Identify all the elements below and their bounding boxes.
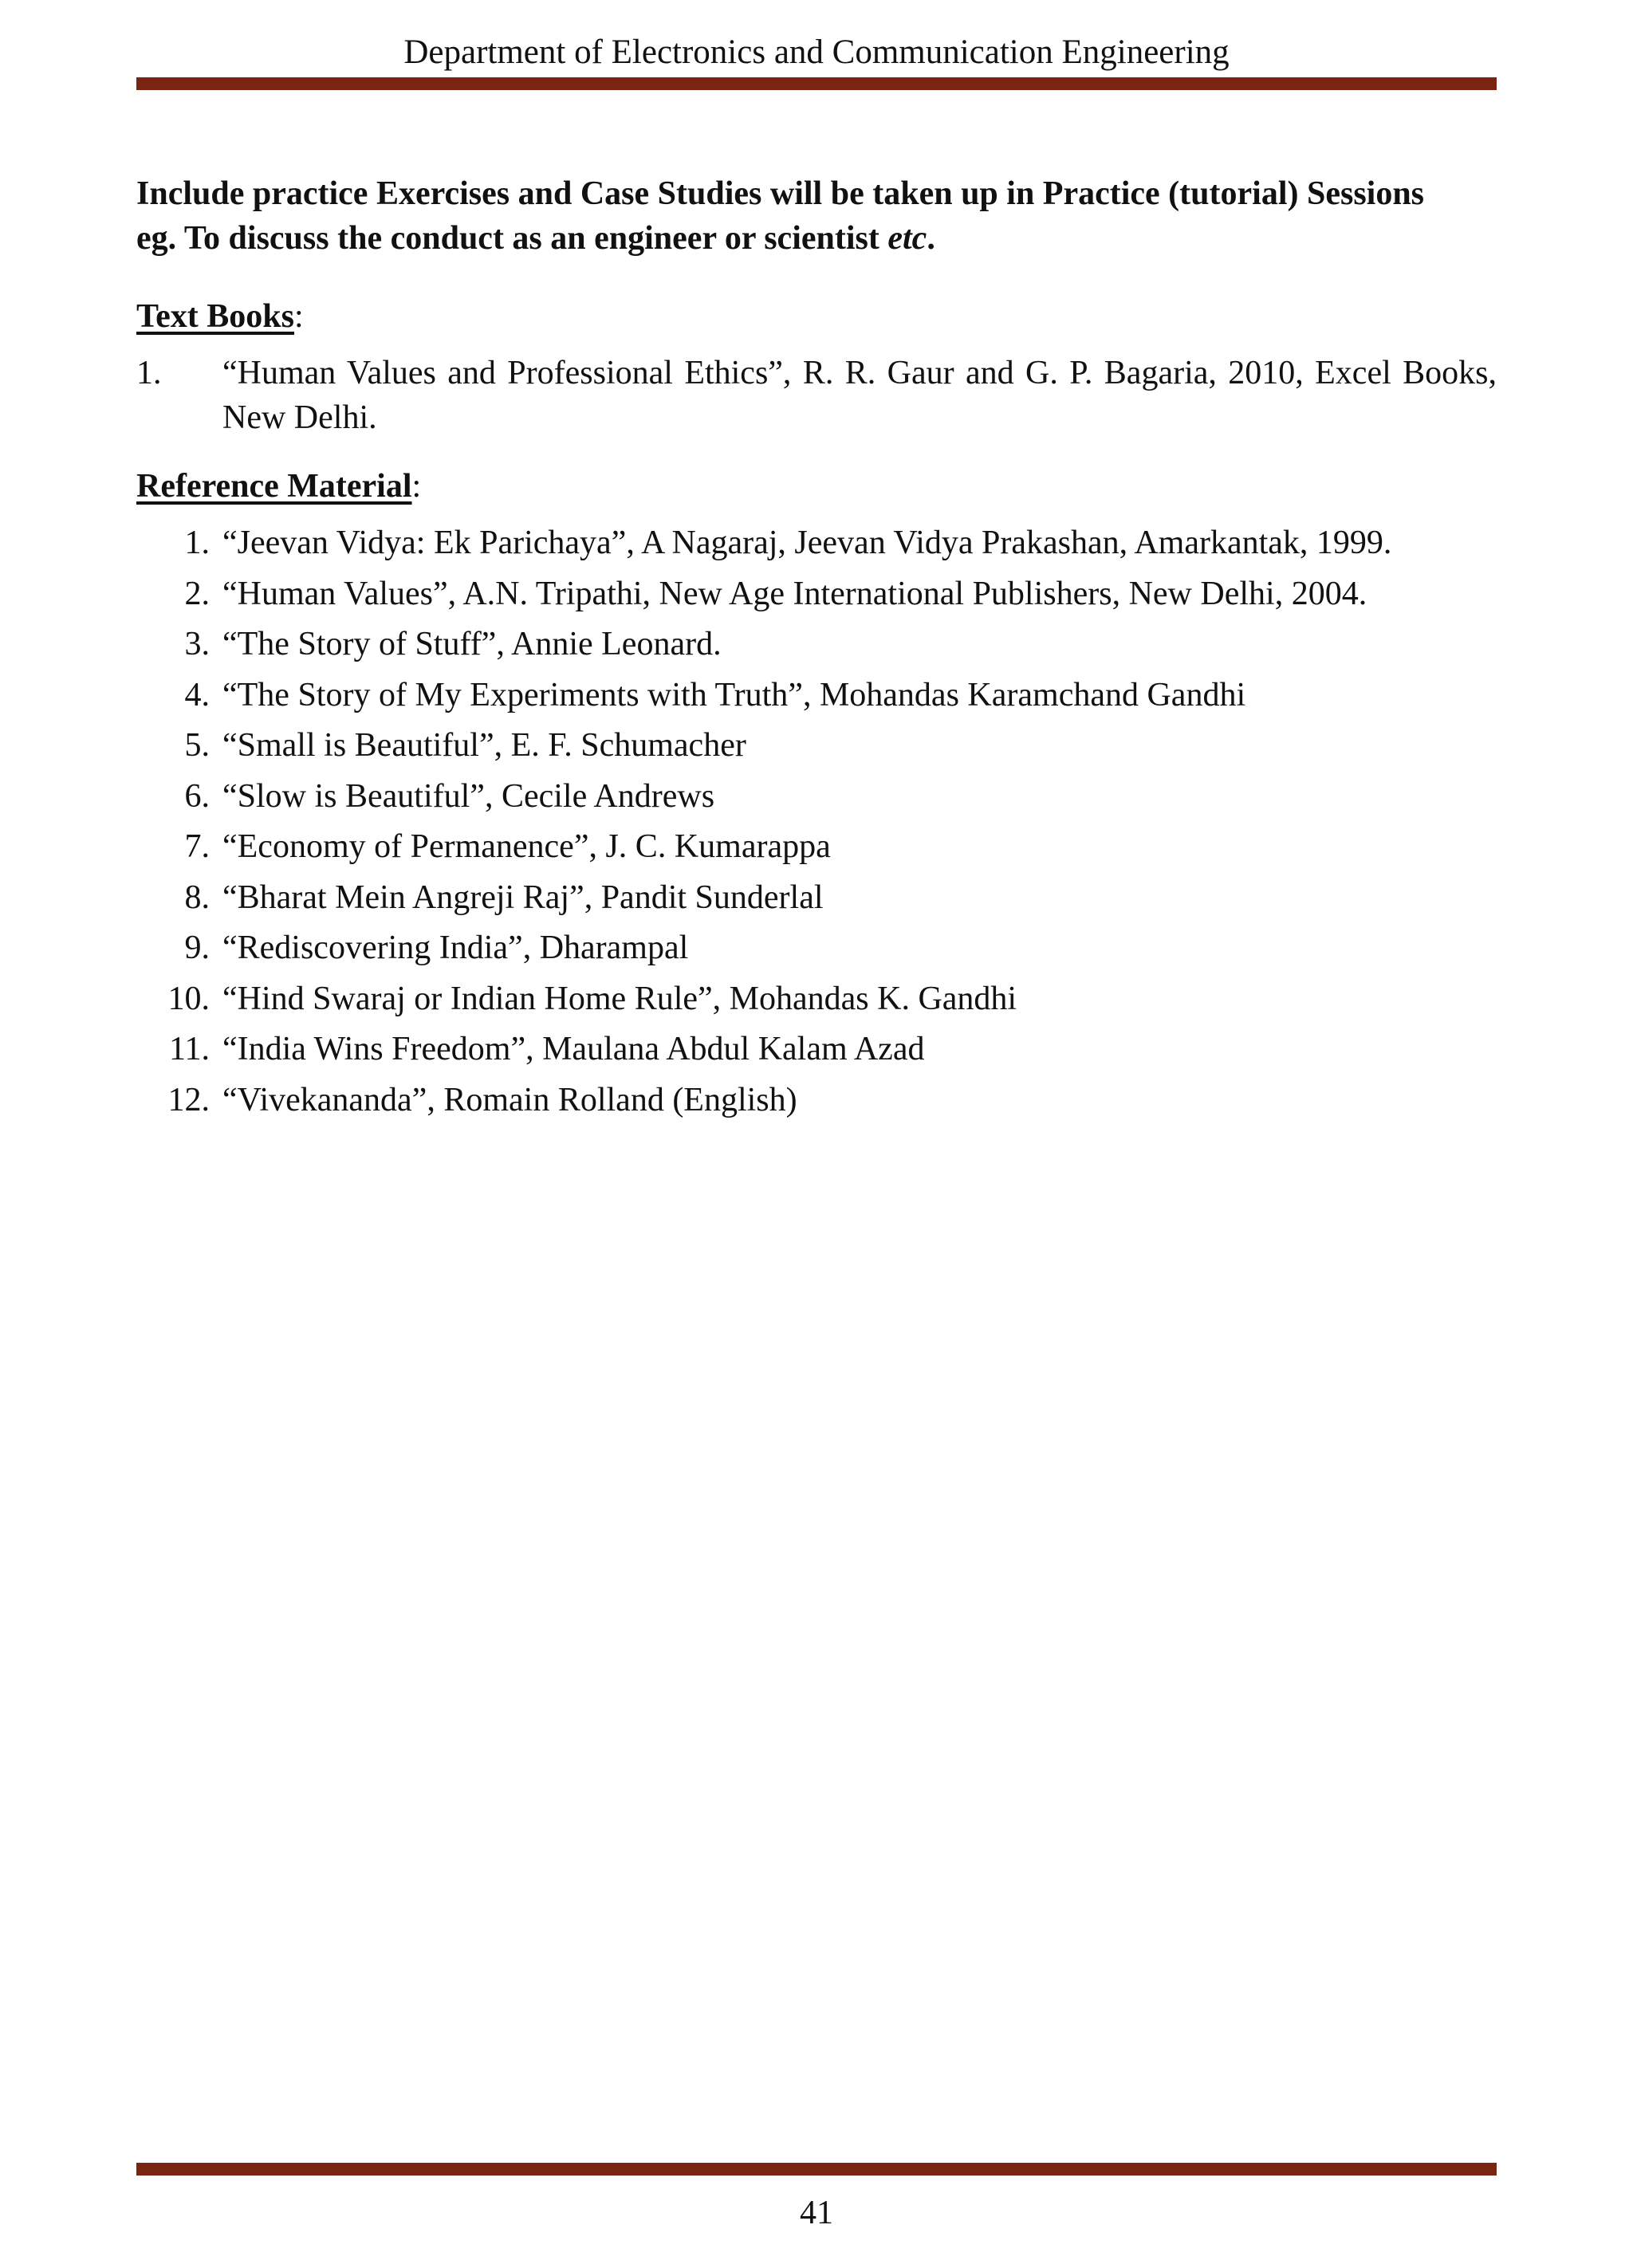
intro-line-2-prefix: eg. To discuss the conduct as an engineer or scientist xyxy=(136,220,888,257)
header-rule xyxy=(136,77,1497,90)
intro-line-2 xyxy=(136,216,1497,261)
list-item xyxy=(136,521,1497,572)
list-item-text: “Hind Swaraj or Indian Home Rule”, Mohandas K. Gandhi xyxy=(222,980,1017,1017)
list-item xyxy=(136,824,1497,875)
list-item-text: “Human Values”, A.N. Tripathi, New Age International Publishers, New Delhi, 2004. xyxy=(222,575,1367,612)
list-item xyxy=(136,774,1497,825)
list-item-number: 5. xyxy=(184,727,210,764)
list-item-text: “Bharat Mein Angreji Raj”, Pandit Sunderlal xyxy=(222,879,824,916)
list-item-text: “India Wins Freedom”, Maulana Abdul Kalam Azad xyxy=(222,1031,925,1067)
list-item-text: “Vivekananda”, Romain Rolland (English) xyxy=(222,1081,797,1118)
intro-line-1: Include practice Exercises and Case Studies will be taken up in Practice (tutorial) Sessions xyxy=(136,175,1425,212)
list-item-text: “Human Values and Professional Ethics”, R. R. Gaur and G. P. Bagaria, 2010, Excel Books, New Delhi. xyxy=(222,355,1497,436)
practice-sessions-note xyxy=(136,171,1497,261)
list-item xyxy=(136,926,1497,977)
list-item-number: 7. xyxy=(184,828,210,865)
text-books-list xyxy=(136,351,1497,440)
page-number: 41 xyxy=(800,2195,833,2231)
list-item-number: 12. xyxy=(167,1081,210,1118)
list-item-number: 8. xyxy=(184,879,210,916)
list-item xyxy=(136,1027,1497,1078)
page-header-title: Department of Electronics and Communication Engineering xyxy=(403,33,1230,71)
text-books-heading xyxy=(136,294,304,339)
list-item xyxy=(136,875,1497,926)
list-item xyxy=(136,723,1497,774)
reference-material-heading-colon: : xyxy=(411,468,422,505)
text-books-heading-colon: : xyxy=(294,298,304,335)
list-item-number: 6. xyxy=(184,777,210,815)
list-item-text: “The Story of My Experiments with Truth”, Mohandas Karamchand Gandhi xyxy=(222,676,1246,713)
text-books-heading-label: Text Books xyxy=(136,298,295,335)
list-item-text: “Economy of Permanence”, J. C. Kumarappa xyxy=(222,828,831,865)
intro-line-2-suffix: . xyxy=(927,220,935,257)
list-item xyxy=(136,977,1497,1028)
reference-material-list xyxy=(136,521,1497,1128)
list-item-text: “Jeevan Vidya: Ek Parichaya”, A Nagaraj, Jeevan Vidya Prakashan, Amarkantak, 1999. xyxy=(222,525,1392,561)
footer-rule xyxy=(136,2163,1497,2176)
list-item xyxy=(136,622,1497,673)
list-item-number: 10. xyxy=(167,980,210,1017)
list-item xyxy=(136,351,1497,440)
list-item-number: 9. xyxy=(184,930,210,966)
list-item-number: 1. xyxy=(136,355,162,391)
list-item-number: 11. xyxy=(169,1031,210,1067)
list-item-number: 2. xyxy=(184,575,210,612)
list-item-number: 1. xyxy=(184,525,210,561)
list-item xyxy=(136,1078,1497,1129)
list-item xyxy=(136,572,1497,623)
list-item-text: “Rediscovering India”, Dharampal xyxy=(222,930,689,966)
list-item-text: “Slow is Beautiful”, Cecile Andrews xyxy=(222,777,715,815)
list-item-number: 3. xyxy=(184,626,210,662)
reference-material-heading xyxy=(136,464,421,509)
list-item xyxy=(136,673,1497,724)
list-item-text: “Small is Beautiful”, E. F. Schumacher xyxy=(222,727,746,764)
list-item-text: “The Story of Stuff”, Annie Leonard. xyxy=(222,626,722,662)
intro-etc: etc xyxy=(887,220,927,257)
list-item-number: 4. xyxy=(184,676,210,713)
reference-material-heading-label: Reference Material xyxy=(136,468,412,505)
